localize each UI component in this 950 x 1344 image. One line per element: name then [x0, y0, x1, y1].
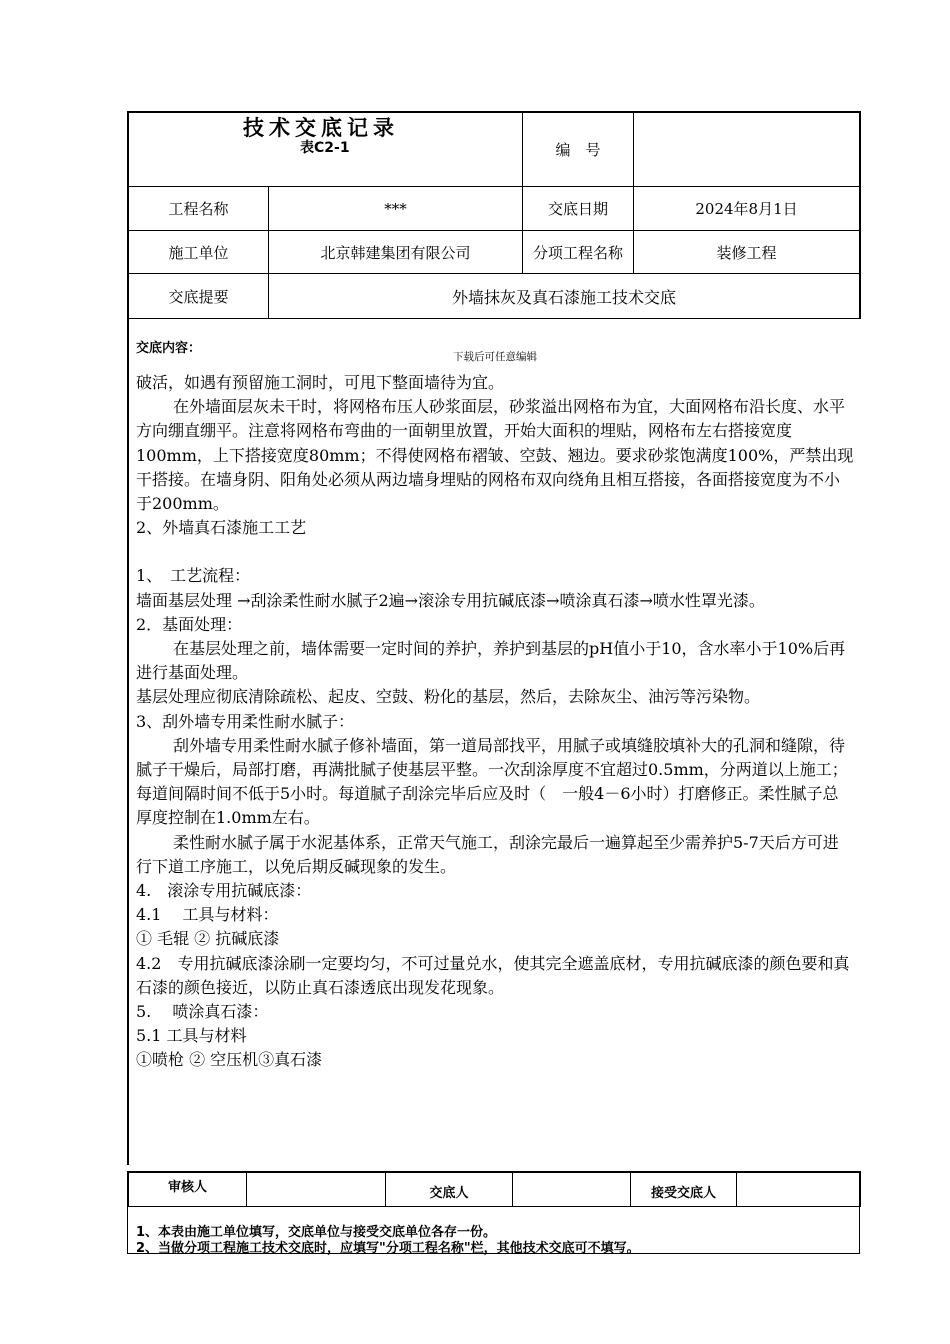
date-value[interactable]: 2024年8月1日 [695, 200, 798, 218]
content-paragraph: 墙面基层处理 →刮涂柔性耐水腻子2遍→滚涂专用抗碱底漆→喷涂真石漆→喷水性罩光漆。 [136, 590, 765, 610]
presenter-field[interactable] [513, 1172, 630, 1206]
watermark-text: 下载后可任意编辑 [453, 351, 537, 363]
content-paragraph: 2、外墙真石漆施工工艺 [136, 518, 307, 538]
project-name-value[interactable]: *** [384, 199, 407, 218]
content-paragraph: 3、刮外墙专用柔性耐水腻子： [136, 711, 355, 731]
content-paragraph: 4. 滚涂专用抗碱底漆： [136, 881, 312, 901]
reviewer-label: 审核人 [167, 1179, 207, 1195]
content-paragraph: 破活，如遇有预留施工洞时，可甩下整面墙待为宜。 [136, 373, 505, 392]
paragraph-gap [136, 540, 854, 564]
content-paragraph: 2．基面处理： [136, 614, 243, 634]
receiver-field[interactable] [737, 1172, 859, 1206]
contractor-label: 施工单位 [168, 243, 229, 262]
content-paragraph: 基层处理应彻底清除疏松、起皮、空鼓、粉化的基层，然后，去除灰尘、油污等污染物。 [136, 687, 761, 707]
form-code: 表C2-1 [300, 140, 350, 156]
note-1: 1、本表由施工单位填写，交底单位与接受交底单位各存一份。 [136, 1225, 497, 1240]
subproject-value[interactable]: 装修工程 [716, 243, 777, 262]
content-paragraph: 4.2 专用抗碱底漆涂刷一定要均匀，不可过量兑水，使其完全遮盖底材，专用抗碱底漆的颜色要和真石漆的颜色接近，以防止真石漆透底出现发花现象。 [136, 953, 850, 997]
note-2: 2、当做分项工程施工技术交底时，应填写"分项工程名称"栏，其他技术交底可不填写。 [136, 1241, 640, 1256]
receiver-label: 接受交底人 [650, 1185, 716, 1201]
number-label: 编 号 [555, 140, 601, 159]
reviewer-field[interactable] [247, 1172, 385, 1206]
content-paragraph: 在外墙面层灰未干时，将网格布压人砂浆面层，砂浆溢出网格布为宜，大面网格布沿长度、水平方向绷直绷平。注意将网格布弯曲的一面朝里放置，开始大面积的埋贴，网格布左右搭接宽度100mm，上下搭接宽度80mm；不得使网格布褶皱、空鼓、翘边。要求砂浆饱满度100%，严禁出现干搭接。在墙身阴、阳角处必须从两边墙身埋贴的网格布双向绕角且相互搭接，各面搭接宽度为不小于200mm。 [136, 397, 854, 514]
content-paragraph: 柔性耐水腻子属于水泥基体系，正常天气施工，刮涂完最后一遍算起至少需养护5-7天后方可进行下道工序施工，以免后期反碱现象的发生。 [136, 832, 839, 876]
contractor-value[interactable]: 北京韩建集团有限公司 [320, 243, 471, 262]
content-label: 交底内容： [136, 341, 202, 356]
content-paragraph: 刮外墙专用柔性耐水腻子修补墙面，第一道局部找平，用腻子或填缝胶填补大的孔洞和缝隙，待腻子干燥后，局部打磨，再满批腻子使基层平整。一次刮涂厚度不宜超过0.5mm，分两道以上施工；每道间隔时间不低于5小时。每道腻子刮涂完毕后应及时（ 一般4－6小时）打磨修正。柔性腻子总厚度控制在1.0mm左右。 [136, 735, 848, 828]
project-name-label: 工程名称 [168, 200, 229, 218]
content-paragraph: 在基层处理之前，墙体需要一定时间的养护，养护到基层的pH值小于10，含水率小于10%后再进行基面处理。 [136, 639, 846, 683]
content-body [136, 371, 854, 1073]
content-paragraph: ①喷枪 ② 空压机③真石漆 [136, 1050, 323, 1070]
content-paragraph: ① 毛辊 ② 抗碱底漆 [136, 929, 280, 949]
content-paragraph: 1、 工艺流程： [136, 566, 251, 586]
date-label: 交底日期 [547, 200, 608, 218]
number-field[interactable] [634, 112, 859, 186]
summary-label: 交底提要 [168, 287, 229, 306]
content-paragraph: 5.1 工具与材料 [136, 1026, 247, 1046]
form-title: 技术交底记录 [243, 116, 399, 140]
content-paragraph: 5. 喷涂真石漆： [136, 1002, 269, 1022]
summary-value[interactable]: 外墙抹灰及真石漆施工技术交底 [451, 287, 676, 307]
subproject-label: 分项工程名称 [532, 243, 623, 262]
presenter-label: 交底人 [429, 1185, 469, 1201]
content-paragraph: 4.1 工具与材料： [136, 905, 279, 925]
